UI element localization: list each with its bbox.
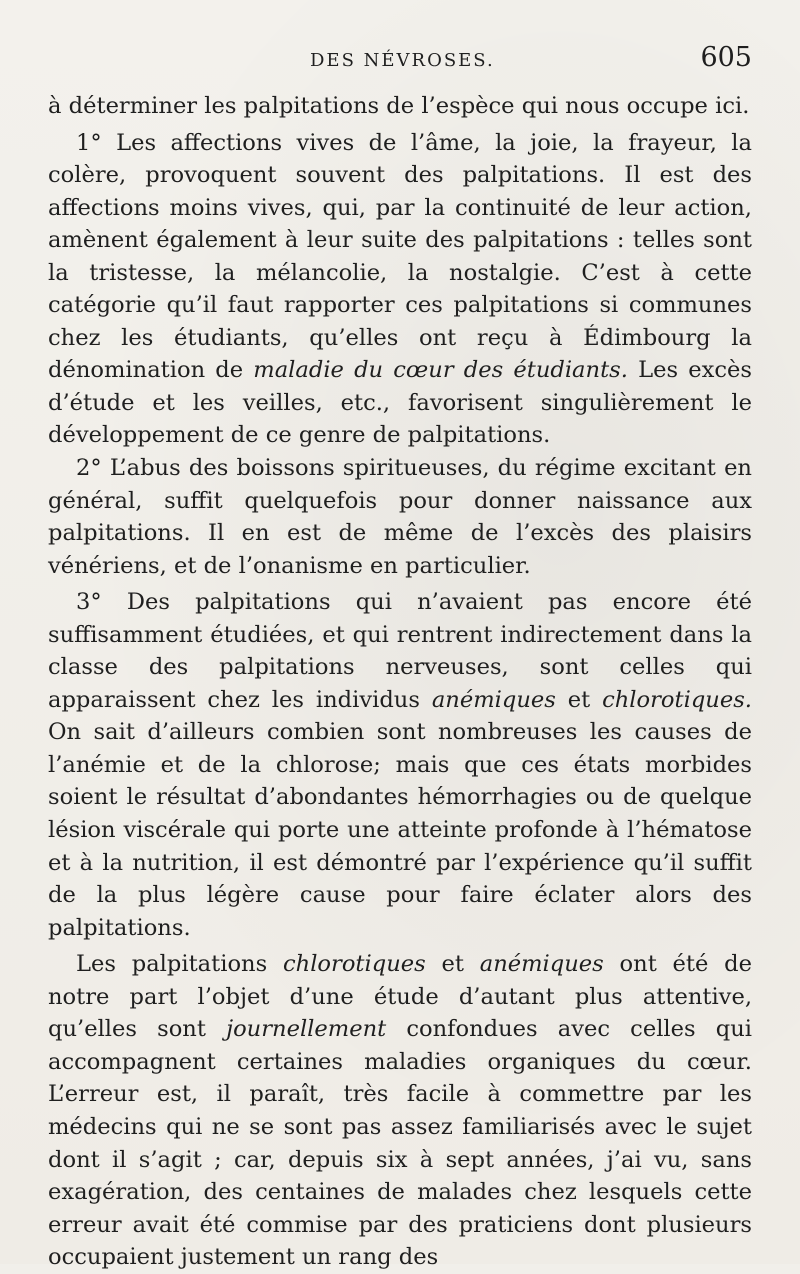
paragraph-5-tail: confondues avec celles qui accompagnent certaines maladies organiques du cœur. L’erreur est, il paraît, très facile à commettre par les médecins qui ne se sont pas assez familiarisés avec le sujet dont il s’agit ; car, depuis six à sept années, j’ai vu, sans exagération, des centaines de malades chez lesquels cette erreur avait été commise par des praticiens dont plusieurs occupaient justement un rang des: [48, 1016, 752, 1271]
paragraph-2-after: Les excès d’étude et les veilles, etc., favorisent singulièrement le développement de ce genre de palpitations.: [48, 357, 752, 449]
paragraph-2: [48, 127, 752, 452]
paragraph-5-after: ont été de notre part l’objet d’une étude d’autant plus attentive, qu’elles sont: [48, 951, 752, 1043]
paragraph-5: [48, 948, 752, 1273]
paragraph-4: [48, 586, 752, 944]
paragraph-5-italic-1: chlorotiques: [282, 951, 426, 978]
paragraph-4-text: 3° Des palpitations qui n’avaient pas encore été suffisamment étudiées, et qui rentrent indirectement dans la classe des palpitations nerveuses, sont celles qui apparaissent chez les individus: [48, 589, 752, 713]
paragraph-3-text: 2° L’abus des boissons spiritueuses, du régime excitant en général, suffit quelquefois pour donner naissance aux palpitations. Il en est de même de l’excès des plaisirs vénériens, et de l’onanisme en particulier.: [48, 455, 752, 579]
paragraph-5-mid: et: [425, 951, 480, 978]
paragraph-1-text: à déterminer les palpitations de l’espèce qui nous occupe ici.: [48, 93, 750, 119]
paragraph-3: [48, 452, 752, 582]
paragraph-4-italic-2: chlorotiques.: [602, 686, 752, 713]
paragraph-5-italic-2: anémiques: [479, 951, 604, 978]
paragraph-2-text: 1° Les affections vives de l’âme, la joie, la frayeur, la colère, provoquent souvent des palpitations. Il est des affections moins vives, qui, par la continuité de leur action, amènent également à leur suite des palpitations : telles sont la tristesse, la mélancolie, la nostalgie. C’est à cette catégorie qu’il faut rapporter ces palpitations si communes chez les étudiants, qu’elles ont reçu à Édimbourg la dénomination de: [48, 129, 752, 384]
running-header: [48, 38, 752, 82]
paragraph-5-italic-3: journellement: [226, 1016, 387, 1043]
paragraph-2-italic: maladie du cœur des étudiants.: [253, 357, 628, 384]
running-title: DES NÉVROSES.: [310, 50, 495, 71]
paragraph-4-after: On sait d’ailleurs combien sont nombreuses les causes de l’anémie et de la chlorose; mais que ces états morbides soient le résultat d’abondantes hémorrhagies ou de quelque lésion viscérale qui porte une atteinte profonde à l’hématose et à la nutrition, il est démontré par l’expérience qu’il suffit de la plus légère cause pour faire éclater alors des palpitations.: [48, 719, 752, 941]
paragraph-5-text: Les palpitations: [76, 951, 283, 978]
body-text: [48, 90, 752, 1274]
paragraph-1: [48, 90, 752, 123]
paragraph-4-italic-1: anémiques: [431, 686, 556, 713]
page-number: 605: [700, 42, 752, 73]
paragraph-4-mid: et: [555, 686, 603, 713]
